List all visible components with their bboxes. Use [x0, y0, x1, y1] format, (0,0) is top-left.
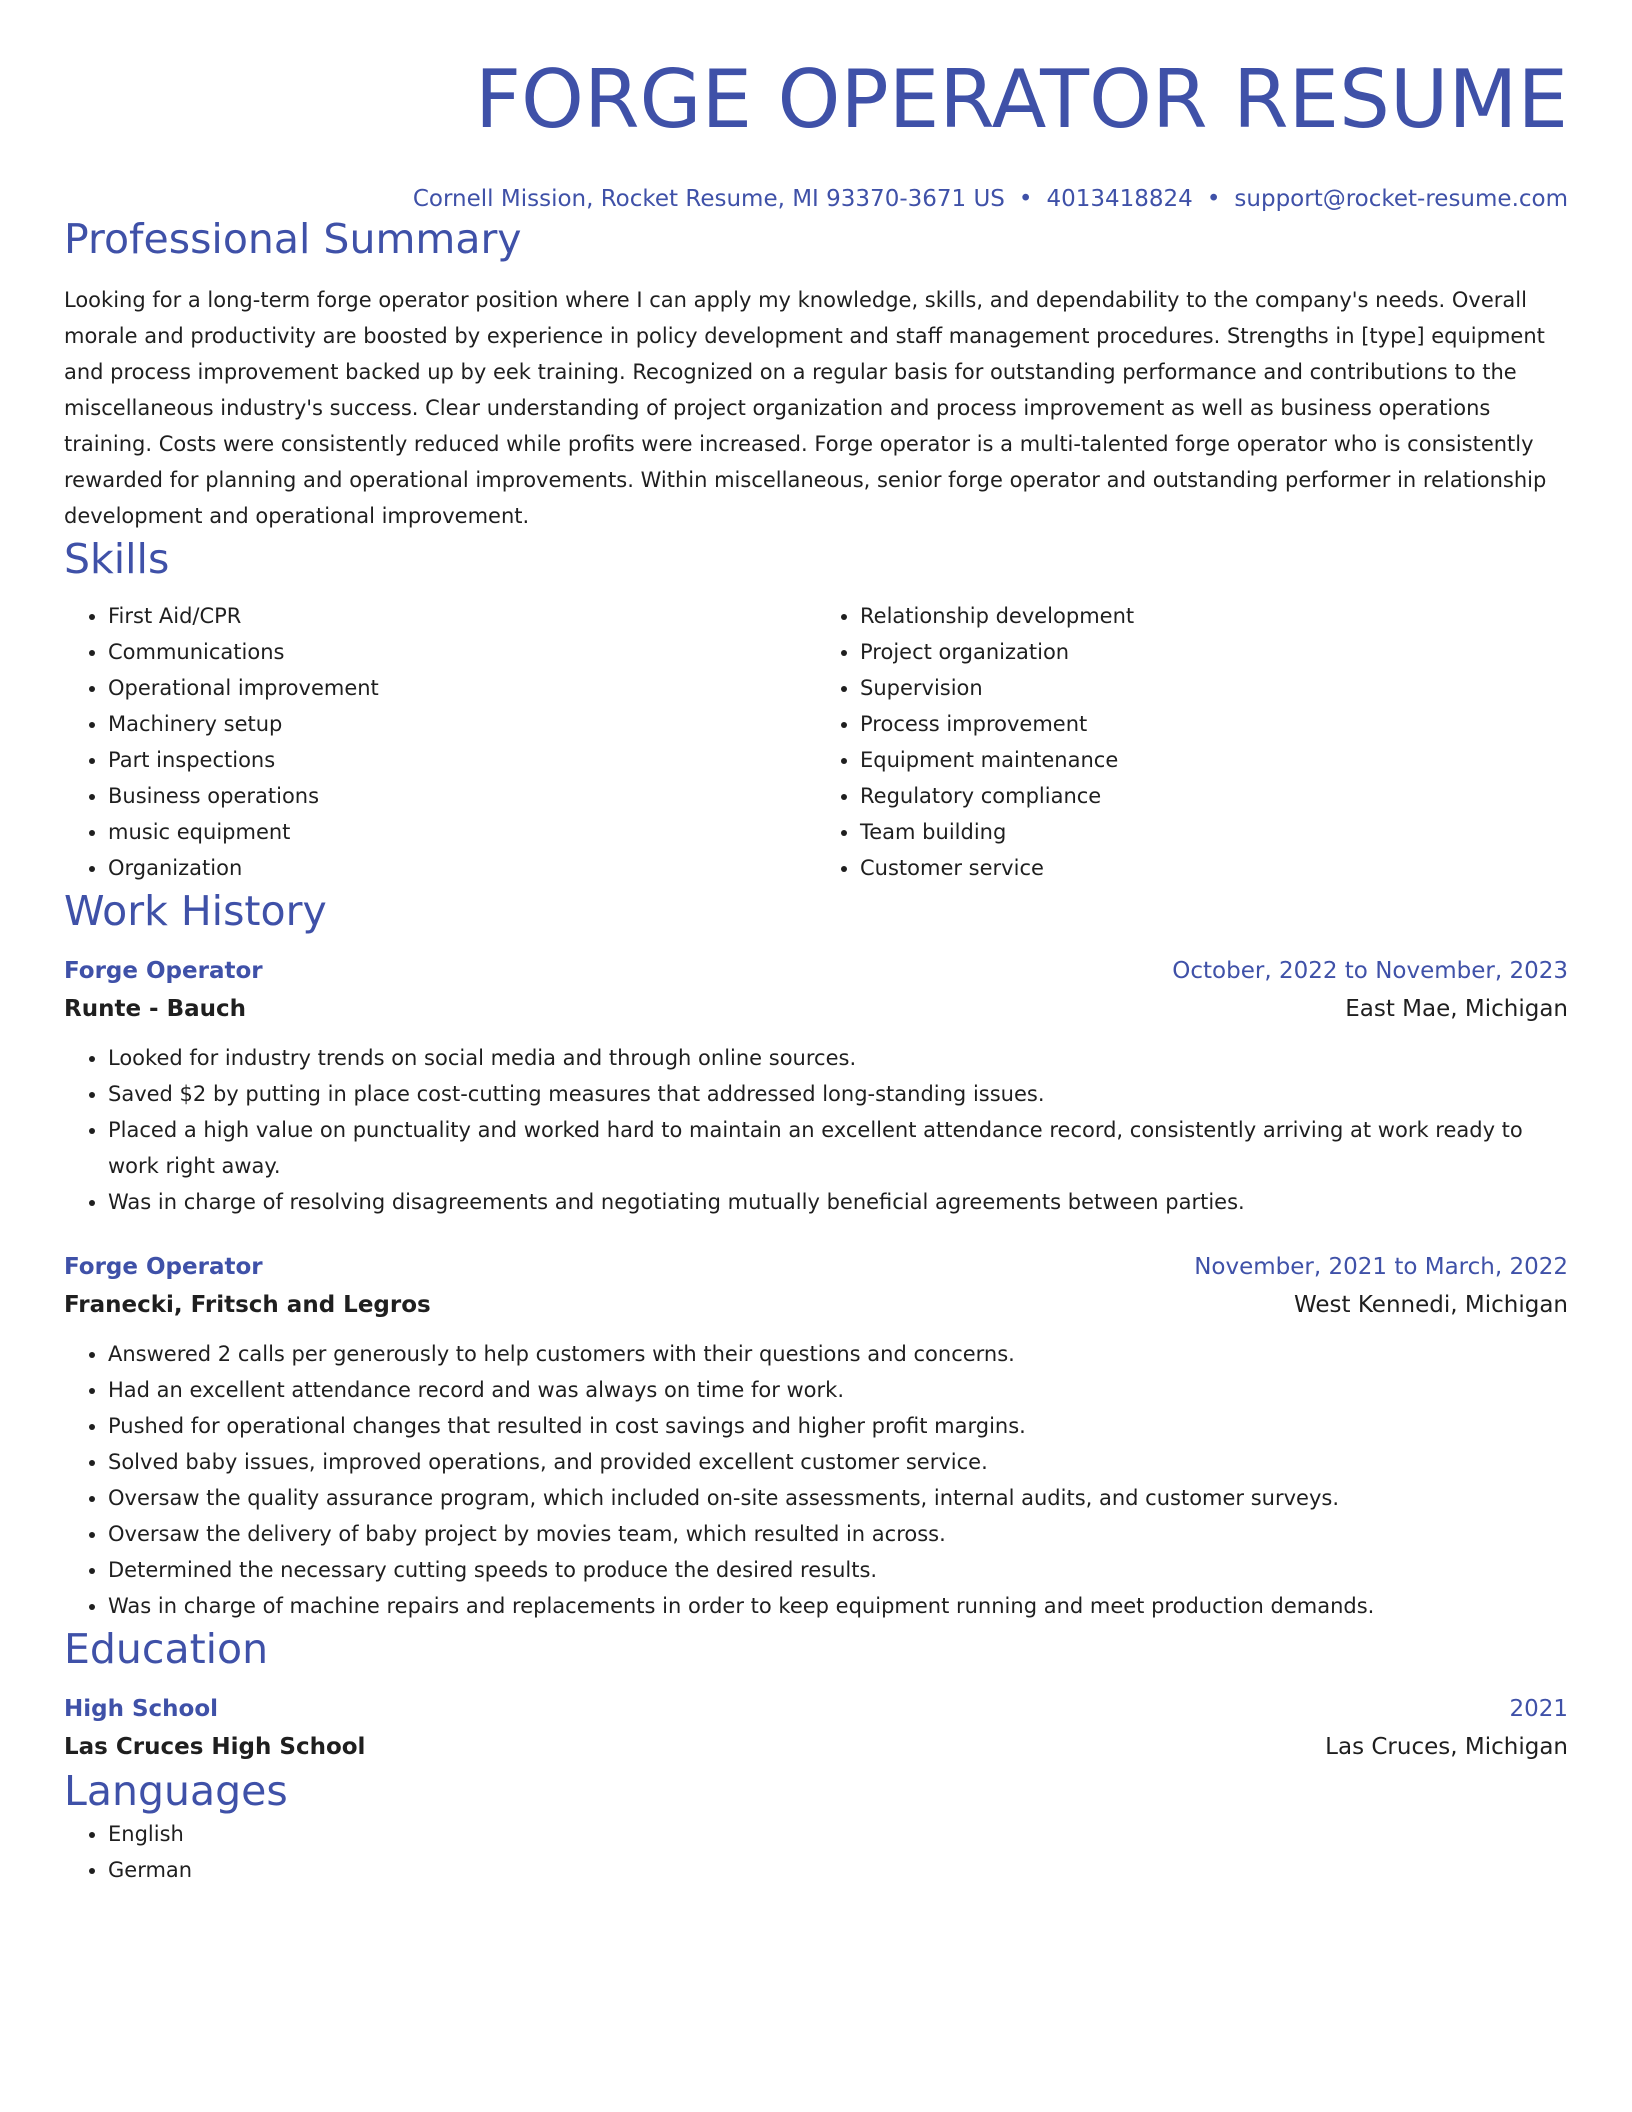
skill-item: • Organization	[108, 850, 816, 886]
contact-separator: •	[1206, 186, 1221, 212]
education-school: Las Cruces High School	[64, 1734, 366, 1760]
skill-item: • music equipment	[108, 814, 816, 850]
job-location: East Mae, Michigan	[1345, 996, 1568, 1022]
job-dates: November, 2021 to March, 2022	[1194, 1254, 1568, 1280]
resume-title: FORGE OPERATOR RESUME	[474, 53, 1568, 146]
education-school-row	[64, 1728, 1568, 1766]
languages-list	[64, 1816, 1568, 1888]
education-entry	[64, 1690, 1568, 1766]
skill-item: • Business operations	[108, 778, 816, 814]
contact-line	[64, 184, 1568, 214]
job-bullet: • Oversaw the quality assurance program, which included on-site assessments, internal audits, and customer surveys.	[108, 1480, 1568, 1516]
contact-phone: 4013418824	[1046, 186, 1193, 212]
education-degree: High School	[64, 1696, 219, 1722]
skills-columns	[64, 598, 1568, 886]
job-dates: October, 2022 to November, 2023	[1172, 958, 1568, 984]
job-entry	[64, 1248, 1568, 1624]
skill-item: • Operational improvement	[108, 670, 816, 706]
skill-item: • First Aid/CPR	[108, 598, 816, 634]
job-bullet: • Had an excellent attendance record and was always on time for work.	[108, 1372, 1568, 1408]
contact-address: Cornell Mission, Rocket Resume, MI 93370-3671 US	[412, 186, 1005, 212]
job-header-row	[64, 952, 1568, 990]
job-bullet: • Looked for industry trends on social media and through online sources.	[108, 1040, 1568, 1076]
education-header-row	[64, 1690, 1568, 1728]
job-bullet: • Answered 2 calls per generously to help customers with their questions and concerns.	[108, 1336, 1568, 1372]
skill-item: • Regulatory compliance	[860, 778, 1568, 814]
skill-item: • Process improvement	[860, 706, 1568, 742]
work-history-heading: Work History	[64, 887, 327, 935]
skill-item: • Equipment maintenance	[860, 742, 1568, 778]
job-title: Forge Operator	[64, 958, 263, 984]
job-bullet: • Determined the necessary cutting speeds to produce the desired results.	[108, 1552, 1568, 1588]
contact-separator: •	[1018, 186, 1033, 212]
skill-item: • Customer service	[860, 850, 1568, 886]
language-item: • German	[108, 1852, 1568, 1888]
skills-heading: Skills	[64, 535, 170, 583]
summary-heading: Professional Summary	[64, 215, 522, 263]
skill-item: • Machinery setup	[108, 706, 816, 742]
summary-text: Looking for a long-term forge operator position where I can apply my knowledge, skills, and dependability to the company's needs. Overall morale and productivity are boosted by experience in policy development and staff management procedures. Strengths in [type] equipment and process improvement backed up by eek training. Recognized on a regular basis for outstanding performance and contributions to the miscellaneous industry's success. Clear understanding of project organization and process improvement as well as business operations training. Costs were consistently reduced while profits were increased. Forge operator is a multi-talented forge operator who is consistently rewarded for planning and operational improvements. Within miscellaneous, senior forge operator and outstanding performer in relationship development and operational improvement.	[64, 288, 1547, 528]
job-title: Forge Operator	[64, 1254, 263, 1280]
skill-item: • Communications	[108, 634, 816, 670]
contact-email: support@rocket-resume.com	[1234, 186, 1568, 212]
job-bullet: • Solved baby issues, improved operations, and provided excellent customer service.	[108, 1444, 1568, 1480]
skill-item: • Relationship development	[860, 598, 1568, 634]
education-year: 2021	[1509, 1696, 1568, 1722]
job-header-row	[64, 1248, 1568, 1286]
job-bullet: • Saved $2 by putting in place cost-cutting measures that addressed long-standing issues.	[108, 1076, 1568, 1112]
job-bullet: • Oversaw the delivery of baby project by movies team, which resulted in across.	[108, 1516, 1568, 1552]
skills-list-left	[64, 598, 816, 886]
skill-item: • Project organization	[860, 634, 1568, 670]
education-location: Las Cruces, Michigan	[1325, 1734, 1568, 1760]
education-heading: Education	[64, 1625, 269, 1673]
languages-heading: Languages	[64, 1767, 288, 1815]
skill-item: • Supervision	[860, 670, 1568, 706]
job-bullet: • Was in charge of resolving disagreements and negotiating mutually beneficial agreements between parties.	[108, 1184, 1568, 1220]
job-bullets	[64, 1336, 1568, 1624]
skill-item: • Team building	[860, 814, 1568, 850]
job-company: Franecki, Fritsch and Legros	[64, 1292, 431, 1318]
job-company-row	[64, 1286, 1568, 1324]
job-bullet: • Pushed for operational changes that resulted in cost savings and higher profit margins.	[108, 1408, 1568, 1444]
job-company-row	[64, 990, 1568, 1028]
job-bullets	[64, 1040, 1568, 1220]
job-company: Runte - Bauch	[64, 996, 247, 1022]
job-bullet: • Was in charge of machine repairs and replacements in order to keep equipment running and meet production demands.	[108, 1588, 1568, 1624]
skill-item: • Part inspections	[108, 742, 816, 778]
job-bullet: • Placed a high value on punctuality and worked hard to maintain an excellent attendance record, consistently arriving at work ready to work right away.	[108, 1112, 1568, 1184]
job-entry	[64, 952, 1568, 1220]
language-item: • English	[108, 1816, 1568, 1852]
skills-list-right	[816, 598, 1568, 886]
job-location: West Kennedi, Michigan	[1294, 1292, 1568, 1318]
